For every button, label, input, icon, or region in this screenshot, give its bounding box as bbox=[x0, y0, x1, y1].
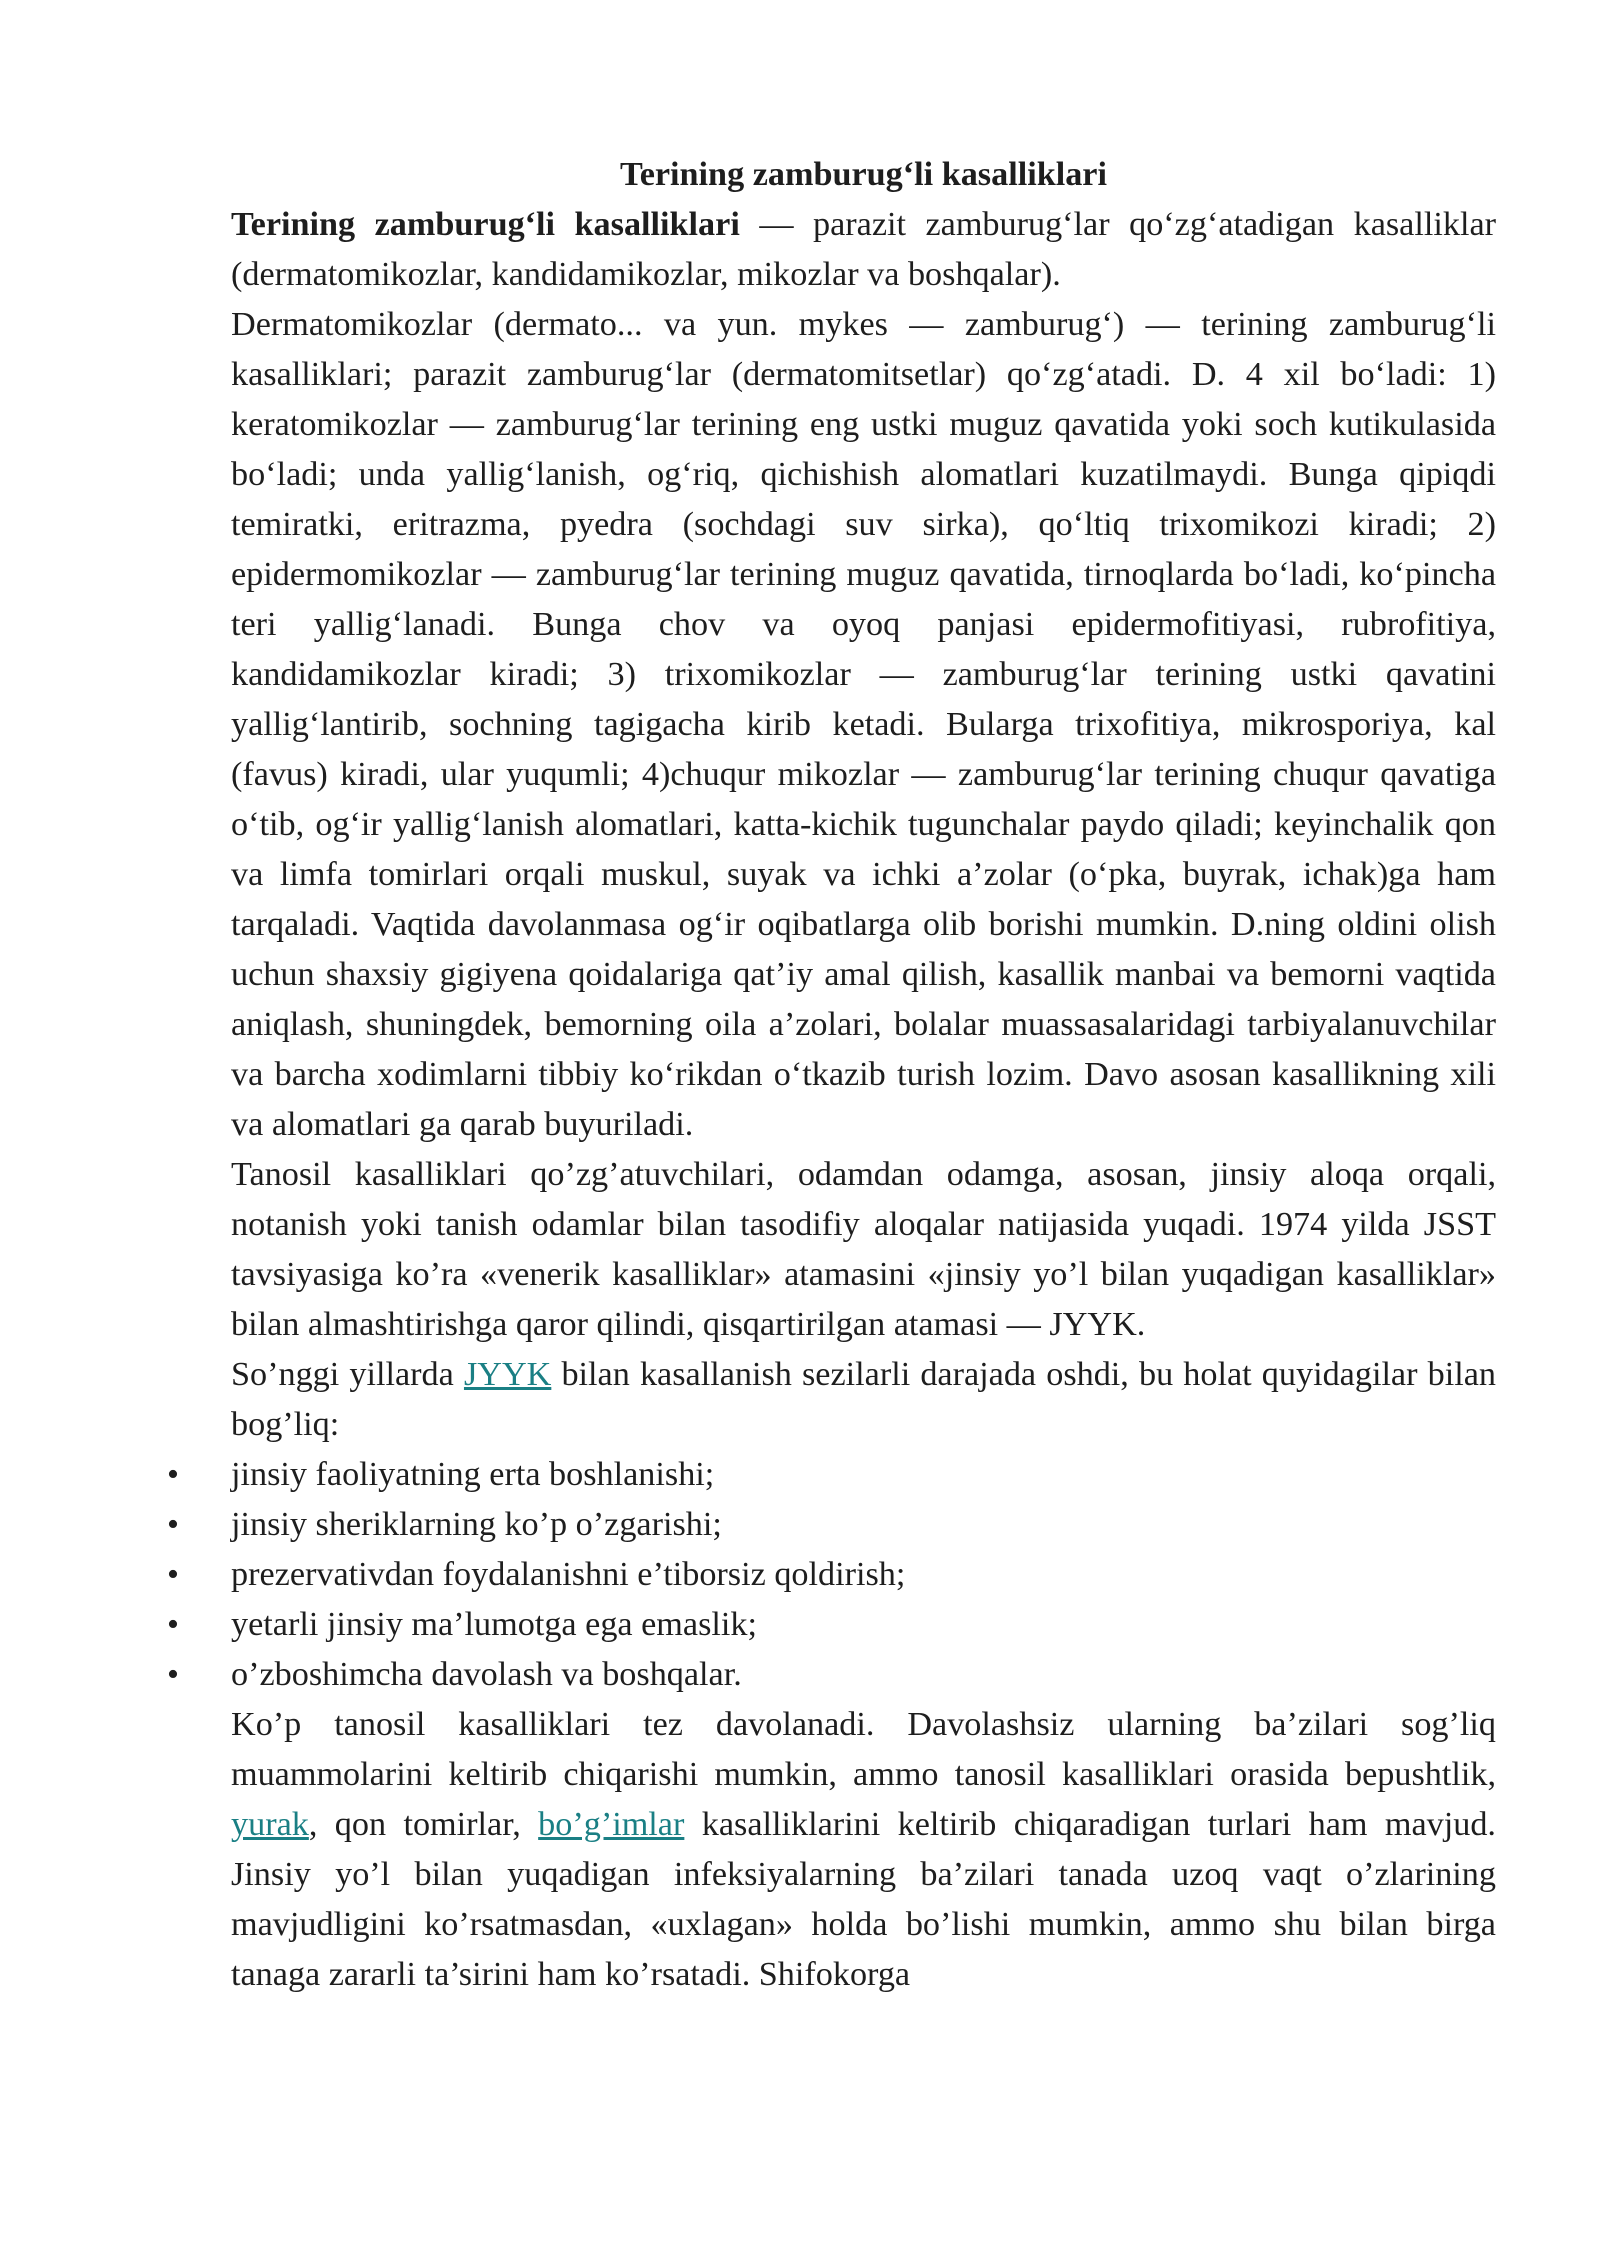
bogimlar-link[interactable]: bo’g’imlar bbox=[538, 1806, 685, 1843]
causes-list bbox=[231, 1450, 1496, 1700]
treatment-part2: , qon tomirlar, bbox=[308, 1806, 539, 1843]
paragraph-intro bbox=[231, 200, 1496, 300]
treatment-part3: kasalliklarini keltirib chiqaradigan turlari ham mavjud. Jinsiy yo’l bilan yuqadigan infeksiyalarning ba’zilari tanada uzoq vaqt o’zlarining mavjudligini ko’rsatmasdan, «uxlagan» holda bo’lishi mumkin, ammo shu bilan birga tanaga zararli ta’sirini ham ko’rsatadi. Shifokorga bbox=[231, 1806, 1496, 1993]
list-item: • jinsiy sheriklarning ko’p o’zgarishi; bbox=[231, 1500, 1496, 1550]
treatment-part1: Ko’p tanosil kasalliklari tez davolanadi. Davolashsiz ularning ba’zilari sog’liq muammolarini keltirib chiqarishi mumkin, ammo tanosil kasalliklari orasida bepushtlik, bbox=[231, 1706, 1496, 1793]
intro-text: — parazit zamburug‘lar qo‘zg‘atadigan kasalliklar (dermatomikozlar, kandidamikozlar, mikozlar va boshqalar). bbox=[231, 206, 1497, 293]
recent-years-after: bilan kasallanish sezilarli darajada oshdi, bu holat quyidagilar bilan bog’liq: bbox=[231, 1356, 1496, 1443]
document-page bbox=[231, 150, 1496, 2000]
list-item: • o’zboshimcha davolash va boshqalar. bbox=[231, 1650, 1496, 1700]
paragraph-recent-years bbox=[231, 1350, 1496, 1450]
list-item: • jinsiy faoliyatning erta boshlanishi; bbox=[231, 1450, 1496, 1500]
list-item: • prezervativdan foydalanishni e’tiborsiz qoldirish; bbox=[231, 1550, 1496, 1600]
jyyk-link[interactable]: JYYK bbox=[463, 1356, 552, 1393]
list-item: • yetarli jinsiy ma’lumotga ega emaslik; bbox=[231, 1600, 1496, 1650]
paragraph-treatment bbox=[231, 1700, 1496, 2000]
yurak-link[interactable]: yurak bbox=[231, 1806, 309, 1843]
paragraph-dermatomycoses: Dermatomikozlar (dermato... va yun. mykes — zamburug‘) — terining zamburug‘li kasalliklari; parazit zamburug‘lar (dermatomitsetlar) qo‘zg‘atadi. D. 4 xil bo‘ladi: 1) keratomikozlar — zamburug‘lar terining eng ustki muguz qavatida yoki soch kutikulasida bo‘ladi; unda yallig‘lanish, og‘riq, qichishish alomatlari kuzatilmaydi. Bunga qipiqdi temiratki, eritrazma, pyedra (sochdagi suv sirka), qo‘ltiq trixomikozi kiradi; 2) epidermomikozlar — zamburug‘lar terining muguz qavatida, tirnoqlarda bo‘ladi, ko‘pincha teri yallig‘lanadi. Bunga chov va oyoq panjasi epidermofitiyasi, rubrofitiya, kandidamikozlar kiradi; 3) trixomikozlar — zamburug‘lar terining ustki qavatini yallig‘lantirib, sochning tagigacha kirib ketadi. Bularga trixofitiya, mikrosporiya, kal (favus) kiradi, ular yuqumli; 4)chuqur mikozlar — zamburug‘lar terining chuqur qavatiga o‘tib, og‘ir yallig‘lanish alomatlari, katta-kichik tugunchalar paydo qiladi; keyinchalik qon va limfa tomirlari orqali muskul, suyak va ichki a’zolar (o‘pka, buyrak, ichak)ga ham tarqaladi. Vaqtida davolanmasa og‘ir oqibatlarga olib borishi mumkin. D.ning oldini olish uchun shaxsiy gigiyena qoidalariga qat’iy amal qilish, kasallik manbai va bemorni vaqtida aniqlash, shuningdek, bemorning oila a’zolari, bolalar muassasalaridagi tarbiyalanuvchilar va barcha xodimlarni tibbiy ko‘rikdan o‘tkazib turish lozim. Davo asosan kasallikning xili va alomatlari ga qarab buyuriladi. bbox=[231, 306, 1496, 1143]
recent-years-before: So’nggi yillarda bbox=[231, 1356, 464, 1393]
paragraph-std-intro: Tanosil kasalliklari qo’zg’atuvchilari, odamdan odamga, asosan, jinsiy aloqa orqali, notanish yoki tanish odamlar bilan tasodifiy aloqalar natijasida yuqadi. 1974 yilda JSST tavsiyasiga ko’ra «venerik kasalliklar» atamasini «jinsiy yo’l bilan yuqadigan kasalliklar» bilan almashtirishga qaror qilindi, qisqartirilgan atamasi — JYYK. bbox=[231, 1156, 1496, 1343]
document-title: Terining zamburug‘li kasalliklari bbox=[620, 156, 1107, 193]
intro-term: Terining zamburug‘li kasalliklari bbox=[231, 206, 740, 243]
